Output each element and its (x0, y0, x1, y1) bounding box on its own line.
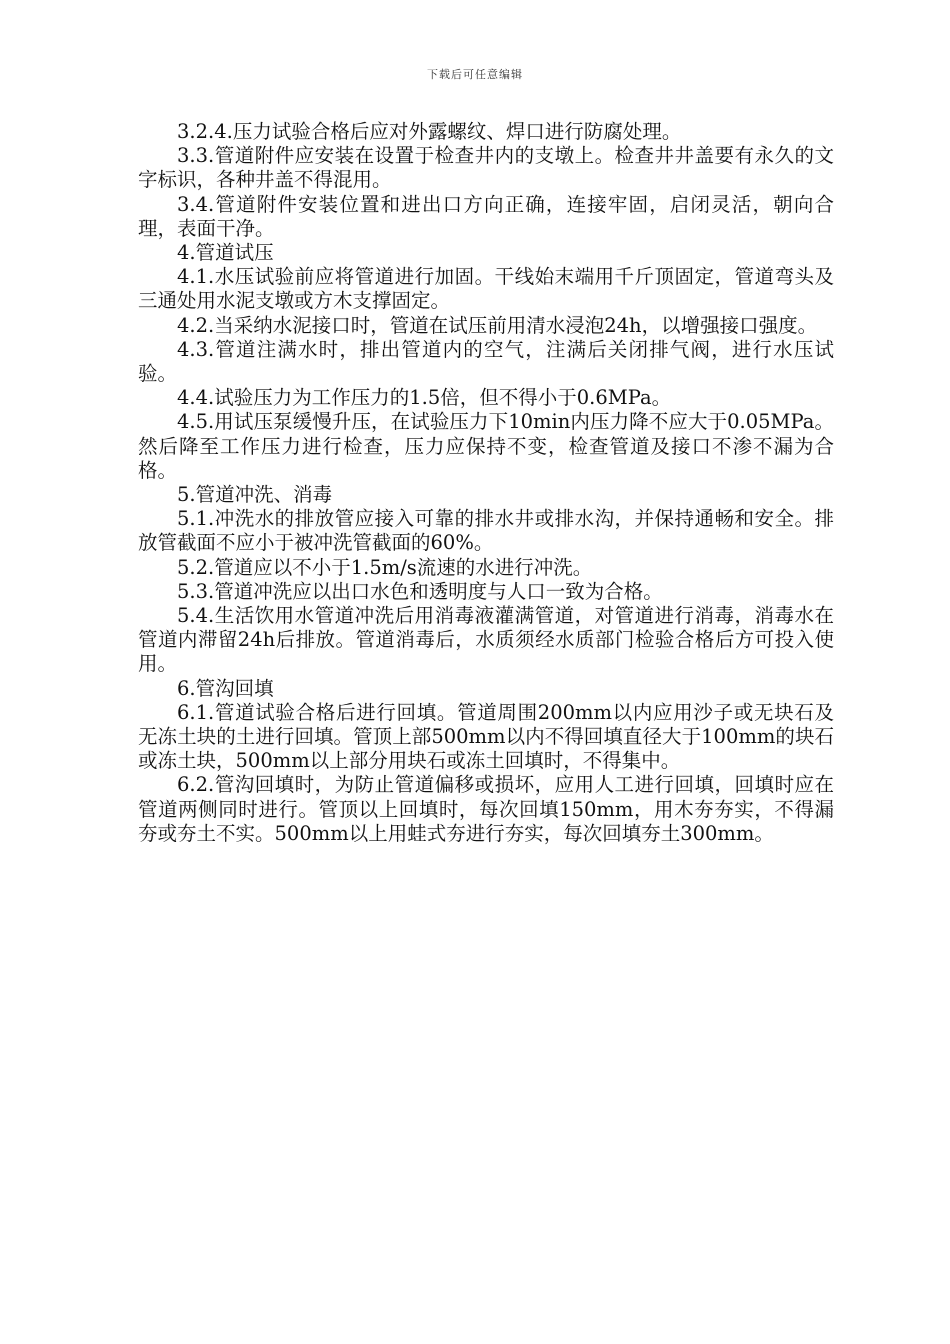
paragraph-5-4: 5.4.生活饮用水管道冲洗后用消毒液灌满管道，对管道进行消毒，消毒水在管道内滞留24h后排放。管道消毒后，水质须经水质部门检验合格后方可投入使用。 (138, 604, 834, 676)
paragraph-4-5: 4.5.用试压泵缓慢升压，在试验压力下10min内压力降不应大于0.05MPa。然后降至工作压力进行检查，压力应保持不变，检查管道及接口不渗不漏为合格。 (138, 410, 834, 482)
header-note: 下载后可任意编辑 (427, 68, 523, 81)
section-heading-6: 6.管沟回填 (177, 676, 274, 700)
paragraph-3-2-4: 3.2.4.压力试验合格后应对外露螺纹、焊口进行防腐处理。 (177, 120, 682, 143)
paragraph-4-1: 4.1.水压试验前应将管道进行加固。干线始末端用千斤顶固定，管道弯头及三通处用水泥支墩或方木支撑固定。 (138, 265, 834, 313)
paragraph-5-1: 5.1.冲洗水的排放管应接入可靠的排水井或排水沟，并保持通畅和安全。排放管截面不应小于被冲洗管截面的60%。 (138, 507, 834, 555)
paragraph-4-2: 4.2.当采纳水泥接口时，管道在试压前用清水浸泡24h，以增强接口强度。 (177, 313, 818, 337)
paragraph-6-2: 6.2.管沟回填时，为防止管道偏移或损坏，应用人工进行回填，回填时应在管道两侧同时进行。管顶以上回填时，每次回填150mm，用木夯夯实，不得漏夯或夯土不实。500mm以上用蛙式夯进行夯实，每次回填夯土300mm。 (138, 773, 834, 845)
paragraph-5-2: 5.2.管道应以不小于1.5m/s流速的水进行冲洗。 (177, 555, 593, 579)
paragraph-5-3: 5.3.管道冲洗应以出口水色和透明度与人口一致为合格。 (177, 579, 663, 603)
paragraph-4-3: 4.3.管道注满水时，排出管道内的空气，注满后关闭排气阀，进行水压试验。 (138, 337, 834, 386)
paragraph-3-3: 3.3.管道附件应安装在设置于检查井内的支墩上。检查井井盖要有永久的文字标识，各种井盖不得混用。 (138, 144, 834, 192)
paragraph-3-4: 3.4.管道附件安装位置和进出口方向正确，连接牢固，启闭灵活，朝向合理，表面干净。 (138, 192, 834, 240)
section-heading-5: 5.管道冲洗、消毒 (177, 483, 333, 507)
document-body (138, 120, 834, 846)
paragraph-4-4: 4.4.试验压力为工作压力的1.5倍，但不得小于0.6MPa。 (177, 386, 672, 410)
section-heading-4: 4.管道试压 (177, 241, 274, 265)
paragraph-6-1: 6.1.管道试验合格后进行回填。管道周围200mm以内应用沙子或无块石及无冻土块的土进行回填。管顶上部500mm以内不得回填直径大于100mm的块石或冻土块，500mm以上部分用块石或冻土回填时，不得集中。 (138, 700, 834, 773)
